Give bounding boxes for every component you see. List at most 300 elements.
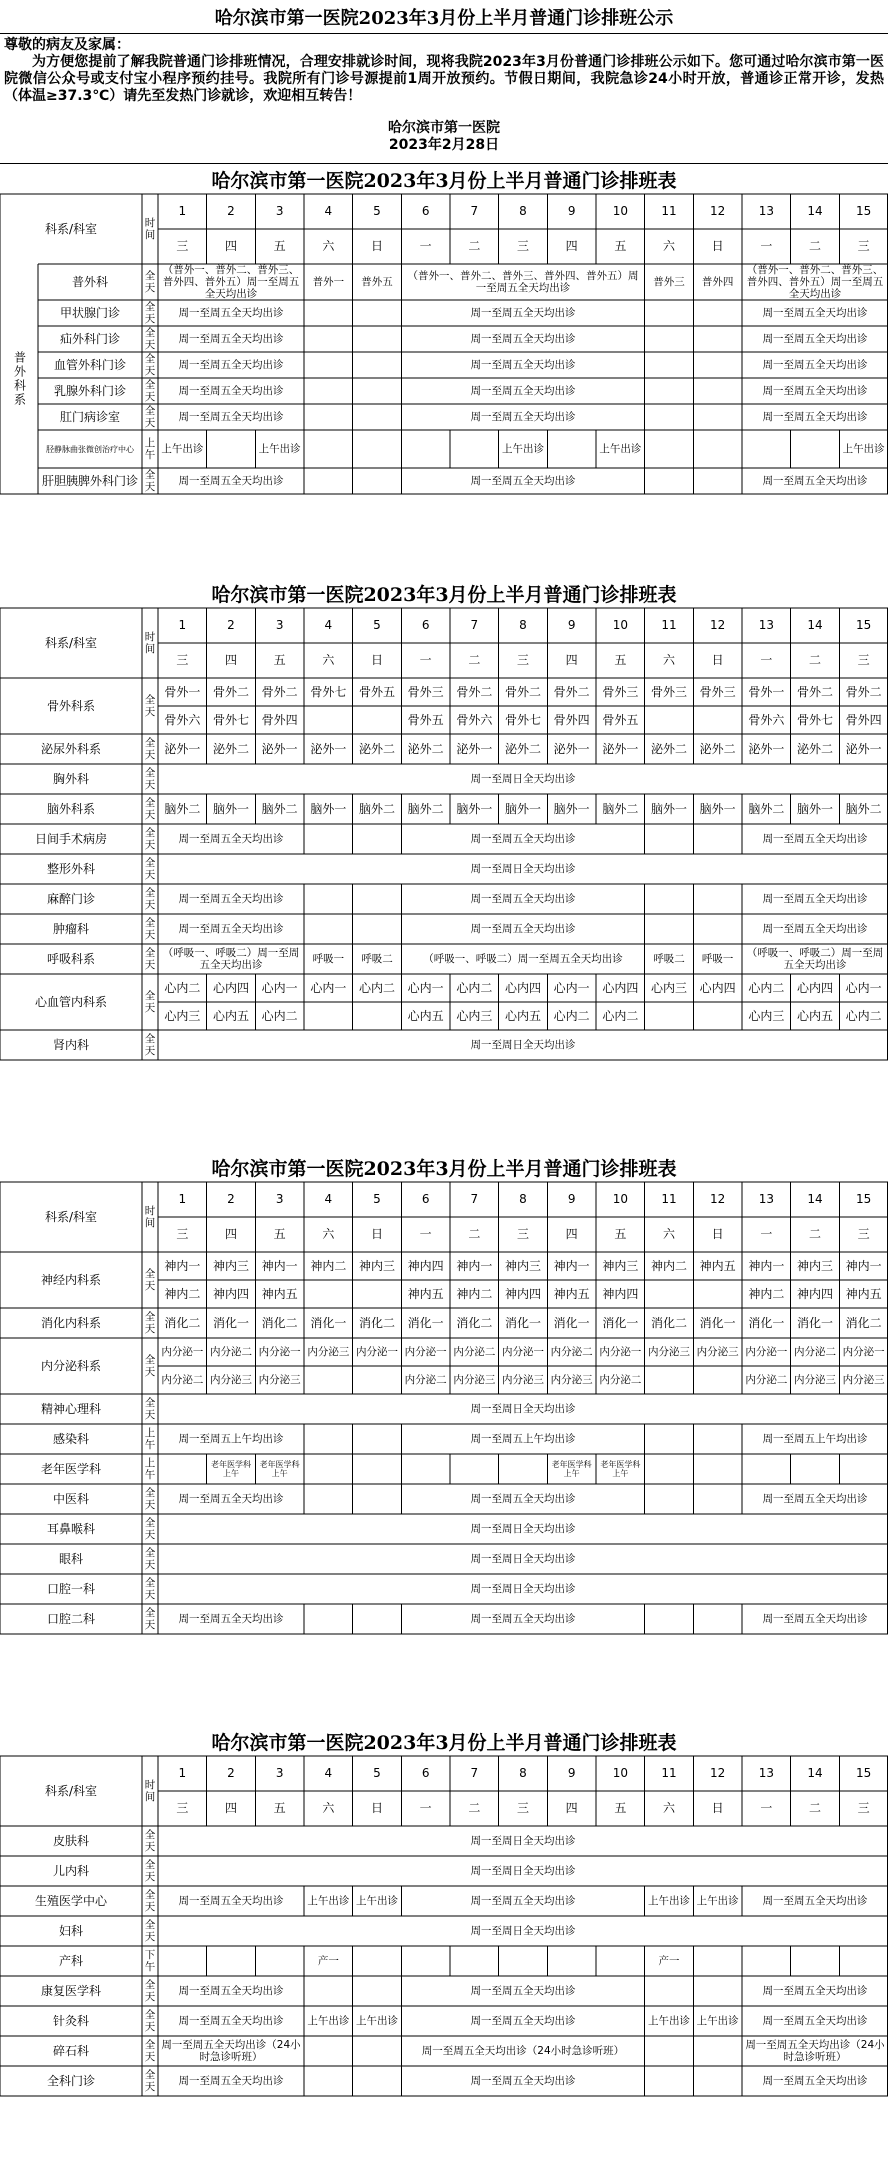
schedule-cell: 神内四 <box>796 1286 833 1301</box>
schedule-cell: 周一至周五全天均出诊 <box>470 1985 576 1997</box>
schedule-cell: 内分泌三 <box>501 1374 544 1386</box>
day-number: 1 <box>178 1766 187 1780</box>
schedule-cell: 消化一 <box>310 1315 347 1330</box>
schedule-cell: 心内四 <box>212 980 249 995</box>
schedule-cell: 神内五 <box>553 1286 590 1301</box>
schedule-cell: 心内一 <box>261 980 298 995</box>
schedule-table-2 <box>0 578 888 1060</box>
schedule-cell: 周一至周五全天均出诊 <box>178 2075 284 2087</box>
day-number: 4 <box>324 1766 333 1780</box>
day-number: 7 <box>470 618 479 632</box>
time-header: 时间 <box>144 217 156 241</box>
schedule-cell: 周一至周五全天均出诊 <box>762 333 868 345</box>
schedule-cell: 心内五 <box>504 1008 541 1023</box>
weekday: 三 <box>857 1227 870 1241</box>
schedule-cell: 消化一 <box>602 1315 639 1330</box>
department-name: 感染科 <box>52 1431 89 1446</box>
schedule-cell: 周一至周五全天均出诊 <box>178 333 284 345</box>
schedule-cell: 周一至周五全天均出诊 <box>470 2075 576 2087</box>
session-time: 上午 <box>144 437 156 461</box>
time-header: 时间 <box>144 631 156 655</box>
schedule-cell: 脑外一 <box>796 801 833 816</box>
schedule-cell: 周一至周五全天均出诊 <box>178 359 284 371</box>
schedule-cell: 神内五 <box>699 1258 736 1273</box>
weekday: 四 <box>224 1227 237 1241</box>
schedule-cell: 骨外二 <box>845 684 882 699</box>
schedule-cell: 神内三 <box>796 1258 833 1273</box>
department-name: 碎石科 <box>52 2043 89 2058</box>
weekday: 四 <box>565 239 578 253</box>
schedule-cell: 骨外一 <box>748 684 785 699</box>
schedule-cell: 神内三 <box>212 1258 249 1273</box>
weekday: 五 <box>614 1801 627 1815</box>
schedule-table-3 <box>0 1152 888 1634</box>
session-time: 全天 <box>144 1517 156 1541</box>
schedule-cell: 泌外一 <box>553 741 590 756</box>
schedule-cell: 周一至周五全天均出诊 <box>470 893 576 905</box>
department-group-label: 普外科系 <box>12 351 27 407</box>
weekday: 六 <box>322 1227 335 1241</box>
department-name: 产科 <box>58 1953 83 1968</box>
schedule-cell: （普外一、普外二、普外三、普外四、普外五）周一至周五全天均出诊 <box>746 264 884 300</box>
weekday: 三 <box>176 239 189 253</box>
schedule-cell: 周一至周五全天均出诊 <box>178 923 284 935</box>
weekday: 日 <box>711 1227 724 1241</box>
schedule-cell: 周一至周五全天均出诊 <box>470 2015 576 2027</box>
department-name: 肛门病诊室 <box>59 409 120 424</box>
schedule-cell: 上午出诊 <box>696 2015 739 2027</box>
session-time: 全天 <box>144 1354 156 1378</box>
schedule-cell: 骨外七 <box>504 712 541 727</box>
schedule-cell: 神内四 <box>504 1286 541 1301</box>
schedule-cell: 老年医学科上午 <box>210 1460 251 1478</box>
schedule-cell: 消化一 <box>212 1315 249 1330</box>
day-number: 5 <box>373 1766 381 1780</box>
day-number: 11 <box>661 1192 677 1206</box>
weekday: 一 <box>760 1227 773 1241</box>
day-number: 10 <box>612 1766 628 1780</box>
schedule-cell: 上午出诊 <box>307 1895 350 1907</box>
day-number: 9 <box>567 618 576 632</box>
schedule-cell: 脑外二 <box>261 801 298 816</box>
day-number: 10 <box>612 1192 628 1206</box>
schedule-cell: 上午出诊 <box>307 2015 350 2027</box>
schedule-cell: 周一至周五全天均出诊 <box>178 1493 284 1505</box>
schedule-cell: 普外一 <box>312 276 345 288</box>
session-time: 全天 <box>144 1607 156 1631</box>
weekday: 一 <box>419 1801 432 1815</box>
schedule-cell: 骨外一 <box>164 684 201 699</box>
schedule-cell: 泌外一 <box>261 741 298 756</box>
schedule-cell: 内分泌二 <box>453 1346 496 1358</box>
schedule-cell: 老年医学科上午 <box>600 1460 641 1478</box>
day-number: 12 <box>710 1192 726 1206</box>
session-time: 上午 <box>144 1457 156 1481</box>
schedule-cell: 周一至周五全天均出诊 <box>762 359 868 371</box>
schedule-cell: 心内一 <box>845 980 882 995</box>
notice-body: 为方便您提前了解我院普通门诊排班情况，合理安排就诊时间，现将我院2023年3月份普通门诊排班公示如下。您可通过哈尔滨市第一医院微信公众号或支付宝小程序预约挂号。我院所有门诊号源提前1周开放预约。节假日期间，我院急诊24小时开放，普通诊正常开诊，发热（体温≥37.3℃）请先至发热门诊就诊，欢迎相互转告！ <box>4 54 884 104</box>
schedule-cell: 泌外一 <box>748 741 785 756</box>
day-number: 15 <box>856 1766 872 1780</box>
day-number: 2 <box>227 1192 235 1206</box>
department-name: 口腔二科 <box>46 1611 95 1626</box>
department-name: 血管外科门诊 <box>53 357 126 372</box>
weekday: 四 <box>224 239 237 253</box>
day-number: 14 <box>807 1766 823 1780</box>
schedule-cell: 周一至周五全天均出诊 <box>470 475 576 487</box>
schedule-cell: 消化二 <box>358 1315 395 1330</box>
schedule-cell: 周一至周日全天均出诊 <box>470 1835 576 1847</box>
schedule-cell: 神内一 <box>553 1258 590 1273</box>
department-name: 普外科 <box>71 274 108 289</box>
schedule-cell: 神内一 <box>456 1258 493 1273</box>
session-time: 全天 <box>144 694 156 718</box>
schedule-title: 哈尔滨市第一医院2023年3月份上半月普通门诊排班表 <box>211 169 677 192</box>
dept-header: 科系/科室 <box>44 1209 98 1224</box>
schedule-cell: 周一至周日全天均出诊 <box>470 773 576 785</box>
schedule-cell: 内分泌三 <box>647 1346 690 1358</box>
session-time: 全天 <box>144 857 156 881</box>
schedule-cell: 上午出诊 <box>355 1895 398 1907</box>
department-name: 妇科 <box>58 1923 83 1938</box>
day-number: 12 <box>710 204 726 218</box>
day-number: 13 <box>758 618 774 632</box>
schedule-cell: 周一至周五全天均出诊 <box>762 307 868 319</box>
schedule-cell: 周一至周五全天均出诊 <box>762 893 868 905</box>
schedule-cell: 周一至周日全天均出诊 <box>470 1039 576 1051</box>
weekday: 二 <box>808 239 821 253</box>
schedule-cell: 周一至周五上午均出诊 <box>762 1433 868 1445</box>
day-number: 9 <box>567 204 576 218</box>
day-number: 1 <box>178 618 187 632</box>
day-number: 7 <box>470 1766 479 1780</box>
day-number: 12 <box>710 618 726 632</box>
weekday: 日 <box>370 239 383 253</box>
weekday: 六 <box>322 653 335 667</box>
day-number: 14 <box>807 204 823 218</box>
schedule-cell: 消化一 <box>796 1315 833 1330</box>
schedule-cell: 心内五 <box>407 1008 444 1023</box>
weekday: 三 <box>857 239 870 253</box>
schedule-cell: 周一至周五全天均出诊 <box>762 411 868 423</box>
schedule-cell: 脑外二 <box>358 801 395 816</box>
schedule-cell: 内分泌三 <box>453 1374 496 1386</box>
schedule-cell: 内分泌一 <box>355 1346 398 1358</box>
schedule-cell: 泌外一 <box>602 741 639 756</box>
schedule-cell: 泌外二 <box>699 741 736 756</box>
session-time: 全天 <box>144 1577 156 1601</box>
schedule-cell: 脑外二 <box>407 801 444 816</box>
weekday: 四 <box>565 1801 578 1815</box>
schedule-cell: 骨外二 <box>553 684 590 699</box>
schedule-cell: 消化一 <box>553 1315 590 1330</box>
schedule-cell: 骨外六 <box>164 712 201 727</box>
day-number: 2 <box>227 1766 235 1780</box>
schedule-cell: 内分泌二 <box>161 1374 204 1386</box>
day-number: 13 <box>758 204 774 218</box>
department-name: 全科门诊 <box>46 2073 95 2088</box>
department-name: 呼吸科系 <box>46 951 95 966</box>
schedule-cell: 骨外三 <box>602 684 639 699</box>
schedule-cell: 心内二 <box>602 1008 639 1023</box>
weekday: 五 <box>273 1227 286 1241</box>
weekday: 六 <box>662 1227 675 1241</box>
schedule-cell: 心内三 <box>164 1008 201 1023</box>
schedule-cell: 呼吸一 <box>701 953 734 965</box>
weekday: 二 <box>468 653 481 667</box>
weekday: 三 <box>516 1227 529 1241</box>
department-name: 胸外科 <box>52 771 89 786</box>
day-number: 11 <box>661 204 677 218</box>
day-number: 4 <box>324 618 333 632</box>
day-number: 15 <box>856 618 872 632</box>
session-time: 全天 <box>144 405 156 429</box>
schedule-cell: 神内一 <box>845 1258 882 1273</box>
day-number: 4 <box>324 204 333 218</box>
department-name: 脑外科系 <box>46 801 95 816</box>
department-name: 疝外科门诊 <box>59 331 120 346</box>
schedule-cell: 周一至周五全天均出诊（24小时急诊听班） <box>421 2045 625 2057</box>
day-number: 6 <box>421 204 430 218</box>
session-time: 全天 <box>144 1397 156 1421</box>
schedule-cell: 周一至周五全天均出诊 <box>470 1613 576 1625</box>
schedule-cell: 内分泌二 <box>745 1374 788 1386</box>
day-number: 15 <box>856 204 872 218</box>
day-number: 5 <box>373 618 381 632</box>
weekday: 四 <box>224 1801 237 1815</box>
schedule-cell: 周一至周五全天均出诊 <box>178 2015 284 2027</box>
schedule-cell: 泌外一 <box>164 741 201 756</box>
schedule-cell: 周一至周五全天均出诊 <box>762 1985 868 1997</box>
schedule-cell: 骨外三 <box>650 684 687 699</box>
schedule-cell: 周一至周五全天均出诊 <box>470 385 576 397</box>
schedule-cell: 上午出诊 <box>647 2015 690 2027</box>
schedule-cell: 泌外一 <box>456 741 493 756</box>
schedule-cell: 周一至周五全天均出诊 <box>470 411 576 423</box>
schedule-cell: 上午出诊 <box>599 443 642 455</box>
session-time: 全天 <box>144 1547 156 1571</box>
schedule-cell: 神内二 <box>748 1286 785 1301</box>
dept-header: 科系/科室 <box>44 635 98 650</box>
schedule-cell: 周一至周五全天均出诊 <box>178 1613 284 1625</box>
session-time: 全天 <box>144 1829 156 1853</box>
schedule-cell: 神内一 <box>261 1258 298 1273</box>
session-time: 全天 <box>144 1979 156 2003</box>
schedule-cell: 产一 <box>317 1955 339 1967</box>
session-time: 全天 <box>144 990 156 1014</box>
schedule-cell: 神内五 <box>845 1286 882 1301</box>
schedule-cell: 消化一 <box>504 1315 541 1330</box>
weekday: 三 <box>176 1227 189 1241</box>
session-time: 全天 <box>144 379 156 403</box>
session-time: 全天 <box>144 353 156 377</box>
weekday: 四 <box>224 653 237 667</box>
day-number: 9 <box>567 1766 576 1780</box>
weekday: 四 <box>565 1227 578 1241</box>
session-time: 全天 <box>144 827 156 851</box>
session-time: 全天 <box>144 917 156 941</box>
department-name: 骨外科系 <box>46 698 95 713</box>
schedule-cell: 周一至周五全天均出诊 <box>470 1895 576 1907</box>
department-name: 心血管内科系 <box>34 994 107 1009</box>
day-number: 3 <box>275 204 284 218</box>
schedule-cell: 神内四 <box>602 1286 639 1301</box>
session-time: 全天 <box>144 270 156 294</box>
day-number: 13 <box>758 1192 774 1206</box>
department-name: 眼科 <box>58 1551 83 1566</box>
weekday: 三 <box>857 653 870 667</box>
department-name: 泌尿外科系 <box>40 741 101 756</box>
schedule-cell: （普外一、普外二、普外三、普外四、普外五）周一至周五全天均出诊 <box>162 264 300 300</box>
schedule-cell: 心内三 <box>650 980 687 995</box>
session-time: 全天 <box>144 1919 156 1943</box>
day-number: 4 <box>324 1192 333 1206</box>
weekday: 日 <box>711 1801 724 1815</box>
notice-greeting: 尊敬的病友及家属： <box>4 37 130 53</box>
schedule-cell: 周一至周五全天均出诊 <box>762 833 868 845</box>
schedule-cell: 周一至周日全天均出诊 <box>470 1925 576 1937</box>
schedule-title: 哈尔滨市第一医院2023年3月份上半月普通门诊排班表 <box>211 1157 677 1180</box>
schedule-cell: 神内二 <box>456 1286 493 1301</box>
schedule-cell: 周一至周五全天均出诊 <box>470 333 576 345</box>
schedule-cell: 上午出诊 <box>355 2015 398 2027</box>
day-number: 1 <box>178 1192 187 1206</box>
department-name: 老年医学科 <box>40 1461 101 1476</box>
schedule-cell: （呼吸一、呼吸二）周一至周五全天均出诊 <box>746 947 884 971</box>
schedule-cell: 内分泌一 <box>501 1346 544 1358</box>
weekday: 一 <box>419 653 432 667</box>
session-time: 全天 <box>144 1268 156 1292</box>
schedule-cell: 骨外七 <box>212 712 249 727</box>
weekday: 三 <box>176 653 189 667</box>
weekday: 日 <box>370 1801 383 1815</box>
session-time: 全天 <box>144 1487 156 1511</box>
weekday: 三 <box>176 1801 189 1815</box>
day-number: 1 <box>178 204 187 218</box>
schedule-cell: 泌外二 <box>358 741 395 756</box>
schedule-cell: 周一至周五全天均出诊 <box>470 923 576 935</box>
schedule-cell: 骨外六 <box>748 712 785 727</box>
schedule-cell: 神内四 <box>212 1286 249 1301</box>
session-time: 全天 <box>144 1311 156 1335</box>
schedule-cell: 骨外四 <box>553 712 590 727</box>
schedule-cell: 神内五 <box>261 1286 298 1301</box>
weekday: 五 <box>273 653 286 667</box>
notice-signature: 哈尔滨市第一医院 <box>388 120 500 136</box>
day-number: 14 <box>807 1192 823 1206</box>
schedule-cell: 上午出诊 <box>161 443 204 455</box>
department-name: 耳鼻喉科 <box>46 1521 95 1536</box>
schedule-cell: 周一至周五全天均出诊 <box>470 1493 576 1505</box>
department-name: 肝胆胰脾外科门诊 <box>41 473 138 488</box>
day-number: 6 <box>421 1766 430 1780</box>
schedule-cell: 消化一 <box>407 1315 444 1330</box>
schedule-cell: 周一至周五全天均出诊 <box>762 385 868 397</box>
schedule-cell: 脑外二 <box>748 801 785 816</box>
schedule-cell: 心内二 <box>164 980 201 995</box>
session-time: 全天 <box>144 797 156 821</box>
notice-title: 哈尔滨市第一医院2023年3月份上半月普通门诊排班公示 <box>0 0 888 34</box>
schedule-cell: 周一至周日全天均出诊 <box>470 1553 576 1565</box>
schedule-cell: 周一至周五全天均出诊 <box>762 923 868 935</box>
weekday: 六 <box>662 653 675 667</box>
weekday: 五 <box>273 1801 286 1815</box>
schedule-cell: 上午出诊 <box>696 1895 739 1907</box>
schedule-cell: 脑外二 <box>602 801 639 816</box>
schedule-cell: 周一至周五全天均出诊 <box>762 1895 868 1907</box>
schedule-cell: 内分泌一 <box>599 1346 642 1358</box>
schedule-cell: 内分泌二 <box>599 1374 642 1386</box>
schedule-cell: 骨外二 <box>796 684 833 699</box>
schedule-cell: （普外一、普外二、普外三、普外四、普外五）周一至周五全天均出诊 <box>407 270 639 294</box>
department-name: 皮肤科 <box>52 1833 89 1848</box>
time-header: 时间 <box>144 1205 156 1229</box>
schedule-cell: 骨外六 <box>456 712 493 727</box>
day-number: 6 <box>421 1192 430 1206</box>
schedule-cell: 骨外五 <box>407 712 444 727</box>
session-time: 全天 <box>144 1033 156 1057</box>
schedule-table-4 <box>0 1726 888 2096</box>
schedule-cell: 内分泌三 <box>550 1374 593 1386</box>
schedule-cell: 消化二 <box>164 1315 201 1330</box>
schedule-cell: 神内一 <box>164 1258 201 1273</box>
schedule-cell: 周一至周五全天均出诊 <box>470 833 576 845</box>
schedule-cell: 骨外七 <box>310 684 347 699</box>
schedule-cell: 心内二 <box>845 1008 882 1023</box>
schedule-cell: 普外四 <box>701 276 734 288</box>
weekday: 三 <box>857 1801 870 1815</box>
weekday: 四 <box>565 653 578 667</box>
schedule-cell: 上午出诊 <box>842 443 885 455</box>
schedule-cell: 骨外三 <box>407 684 444 699</box>
day-number: 8 <box>519 204 527 218</box>
schedule-cell: 心内三 <box>456 1008 493 1023</box>
schedule-cell: 心内四 <box>504 980 541 995</box>
department-name: 麻醉门诊 <box>46 891 95 906</box>
weekday: 六 <box>662 239 675 253</box>
schedule-cell: 周一至周五全天均出诊 <box>178 475 284 487</box>
day-number: 8 <box>519 618 527 632</box>
department-name: 肿瘤科 <box>52 921 89 936</box>
schedule-cell: 神内三 <box>504 1258 541 1273</box>
session-time: 全天 <box>144 947 156 971</box>
weekday: 三 <box>516 1801 529 1815</box>
schedule-cell: 骨外四 <box>261 712 298 727</box>
schedule-cell: 上午出诊 <box>501 443 544 455</box>
weekday: 日 <box>370 653 383 667</box>
department-name: 儿内科 <box>52 1863 89 1878</box>
schedule-cell: 骨外二 <box>212 684 249 699</box>
schedule-cell: 心内五 <box>212 1008 249 1023</box>
schedule-cell: 周一至周日全天均出诊 <box>470 863 576 875</box>
schedule-cell: 内分泌二 <box>550 1346 593 1358</box>
department-name: 整形外科 <box>46 861 95 876</box>
schedule-cell: 内分泌三 <box>307 1346 350 1358</box>
schedule-cell: 周一至周五全天均出诊 <box>762 1613 868 1625</box>
schedule-cell: 周一至周五全天均出诊 <box>178 385 284 397</box>
schedule-cell: 神内三 <box>358 1258 395 1273</box>
schedule-cell: 心内四 <box>699 980 736 995</box>
schedule-cell: 泌外二 <box>650 741 687 756</box>
schedule-cell: 周一至周五全天均出诊（24小时急诊听班） <box>161 2039 301 2063</box>
schedule-cell: （呼吸一、呼吸二）周一至周五全天均出诊 <box>162 947 300 971</box>
schedule-cell: 周一至周五全天均出诊 <box>178 833 284 845</box>
day-number: 14 <box>807 618 823 632</box>
schedule-cell: 周一至周五全天均出诊 <box>178 411 284 423</box>
schedule-cell: 神内二 <box>650 1258 687 1273</box>
day-number: 15 <box>856 1192 872 1206</box>
schedule-cell: 脑外一 <box>504 801 541 816</box>
